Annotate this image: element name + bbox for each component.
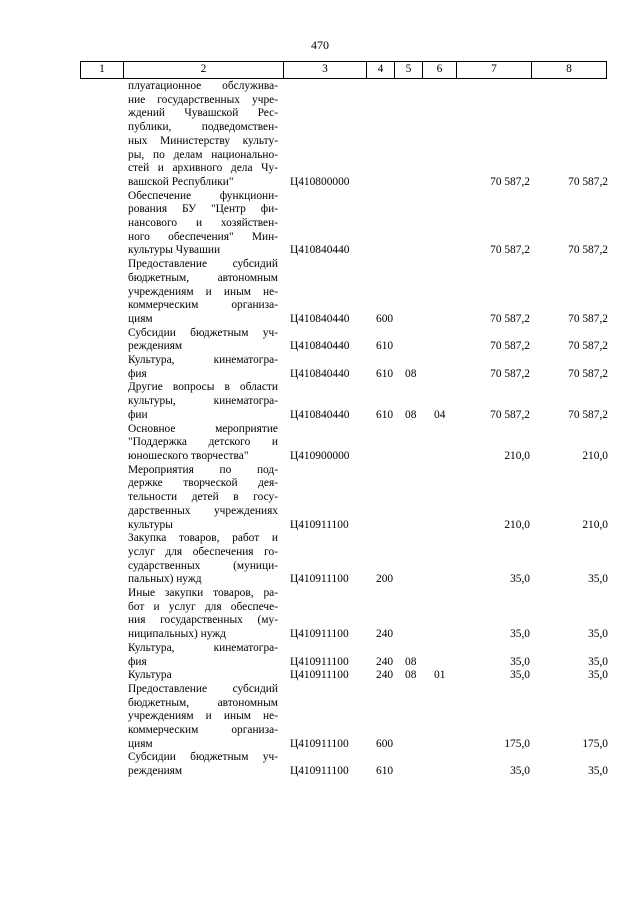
row-name-line: тельности детей в госу-: [128, 491, 278, 504]
cell-expense-type: 240: [376, 655, 394, 668]
table-row: [0, 258, 640, 327]
cell-amount-col7: 70 587,2: [490, 367, 530, 380]
row-name: [128, 464, 278, 533]
cell-subsection: 01: [434, 669, 446, 682]
row-name: [128, 683, 278, 752]
cell-target-article: Ц410840440: [290, 312, 350, 325]
row-name-line: циям: [128, 737, 153, 750]
row-name-line: бюджетным, автономным: [128, 271, 278, 284]
row-name-line: Предоставление субсидий: [128, 682, 278, 695]
cell-amount-col8: 70 587,2: [568, 367, 608, 380]
cell-expense-type: 610: [376, 765, 394, 778]
cell-amount-col8: 35,0: [588, 628, 608, 641]
row-name: [128, 80, 278, 190]
header-col-6: 6: [422, 62, 456, 78]
cell-amount-col7: 35,0: [510, 573, 530, 586]
cell-amount-col7: 35,0: [510, 628, 530, 641]
cell-target-article: Ц410911100: [290, 518, 349, 531]
cell-amount-col7: 70 587,2: [490, 408, 530, 421]
row-name-line: ных Министерству культу-: [128, 134, 278, 147]
cell-target-article: Ц410911100: [290, 628, 349, 641]
row-name-line: фия: [128, 655, 147, 668]
row-name-line: Предоставление субсидий: [128, 258, 278, 271]
row-name-line: ры, по делам национально-: [128, 148, 278, 161]
row-name-line: публики, подведомствен-: [128, 121, 278, 134]
row-name-line: сударственных (муници-: [128, 559, 278, 572]
row-name-line: бюджетным, автономным: [128, 696, 278, 709]
row-name: [128, 423, 278, 464]
cell-expense-type: 240: [376, 669, 394, 682]
header-col-8: 8: [531, 62, 607, 78]
table-row: [0, 587, 640, 642]
header-col-2: 2: [123, 62, 283, 78]
row-name-line: фия: [128, 367, 147, 380]
table-row: [0, 751, 640, 778]
row-name-line: культуры, кинематогра-: [128, 395, 278, 408]
row-name-line: Мероприятия по под-: [128, 463, 278, 476]
row-name-line: учреждениям и иным не-: [128, 285, 278, 298]
cell-amount-col7: 70 587,2: [490, 340, 530, 353]
row-name-line: ниципальных) нужд: [128, 628, 226, 641]
cell-target-article: Ц410911100: [290, 669, 349, 682]
row-name-line: фии: [128, 408, 148, 421]
table-row: [0, 327, 640, 354]
table-row: [0, 354, 640, 381]
row-name-line: дарственных учреждениях: [128, 504, 278, 517]
row-name-line: рования БУ "Центр фи-: [128, 203, 278, 216]
row-name-line: стей и архивного дела Чу-: [128, 162, 278, 175]
header-col-1: 1: [80, 62, 123, 78]
row-name: [128, 532, 278, 587]
cell-amount-col8: 35,0: [588, 573, 608, 586]
cell-amount-col7: 210,0: [504, 518, 530, 531]
row-name: [128, 587, 278, 642]
cell-target-article: Ц410911100: [290, 737, 349, 750]
row-name-line: реждениям: [128, 765, 183, 778]
row-name-line: пальных) нужд: [128, 573, 202, 586]
row-name-line: юношеского творчества": [128, 449, 249, 462]
row-name: [128, 642, 278, 669]
cell-amount-col7: 70 587,2: [490, 175, 530, 188]
table-row: [0, 683, 640, 752]
table-row: [0, 532, 640, 587]
row-name-line: Обеспечение функциони-: [128, 189, 278, 202]
table-row: [0, 464, 640, 533]
row-name-line: Культура, кинематогра-: [128, 354, 278, 367]
cell-amount-col8: 35,0: [588, 765, 608, 778]
row-name-line: ния государственных (му-: [128, 614, 278, 627]
row-name-line: Закупка товаров, работ и: [128, 532, 278, 545]
row-name-line: учреждениям и иным не-: [128, 710, 278, 723]
cell-section: 08: [405, 655, 417, 668]
cell-amount-col8: 70 587,2: [568, 175, 608, 188]
cell-target-article: Ц410911100: [290, 573, 349, 586]
table-header: [80, 61, 607, 79]
cell-amount-col8: 35,0: [588, 655, 608, 668]
cell-amount-col8: 70 587,2: [568, 244, 608, 257]
table-row: [0, 423, 640, 464]
row-name-line: Культура, кинематогра-: [128, 641, 278, 654]
cell-amount-col8: 210,0: [582, 449, 608, 462]
row-name-line: ждений Чувашской Рес-: [128, 107, 278, 120]
row-name-line: Другие вопросы в области: [128, 381, 278, 394]
header-col-4: 4: [366, 62, 394, 78]
row-name-line: держке творческой дея-: [128, 477, 278, 490]
cell-target-article: Ц410800000: [290, 175, 350, 188]
row-name-line: Субсидии бюджетным уч-: [128, 326, 278, 339]
row-name-line: Иные закупки товаров, ра-: [128, 587, 278, 600]
page-number: 470: [311, 38, 329, 52]
cell-amount-col8: 70 587,2: [568, 312, 608, 325]
cell-target-article: Ц410911100: [290, 655, 349, 668]
row-name-line: вашской Республики": [128, 175, 234, 188]
row-name-line: коммерческим организа-: [128, 299, 278, 312]
cell-target-article: Ц410840440: [290, 244, 350, 257]
row-name-line: плуатационное обслужива-: [128, 80, 278, 92]
cell-amount-col7: 35,0: [510, 669, 530, 682]
cell-expense-type: 610: [376, 340, 394, 353]
cell-amount-col7: 35,0: [510, 655, 530, 668]
cell-amount-col7: 70 587,2: [490, 244, 530, 257]
row-name-line: Основное мероприятие: [128, 422, 278, 435]
cell-section: 08: [405, 408, 417, 421]
row-name: [128, 381, 278, 422]
cell-amount-col7: 175,0: [504, 737, 530, 750]
row-name: [128, 327, 278, 354]
row-name: [128, 669, 278, 683]
cell-expense-type: 610: [376, 367, 394, 380]
cell-section: 08: [405, 669, 417, 682]
cell-amount-col8: 210,0: [582, 518, 608, 531]
row-name-line: нансового и хозяйствен-: [128, 217, 278, 230]
cell-target-article: Ц410840440: [290, 340, 350, 353]
cell-amount-col8: 70 587,2: [568, 340, 608, 353]
cell-amount-col8: 175,0: [582, 737, 608, 750]
row-name: [128, 258, 278, 327]
cell-subsection: 04: [434, 408, 446, 421]
table-body: [0, 80, 640, 779]
row-name-line: Субсидии бюджетным уч-: [128, 751, 278, 764]
header-col-7: 7: [456, 62, 531, 78]
cell-target-article: Ц410900000: [290, 449, 350, 462]
table-row: [0, 80, 640, 190]
row-name-line: ние государственных учре-: [128, 93, 278, 106]
cell-target-article: Ц410840440: [290, 367, 350, 380]
row-name-line: культуры Чувашии: [128, 244, 221, 257]
cell-expense-type: 610: [376, 408, 394, 421]
cell-expense-type: 600: [376, 312, 394, 325]
table-row: [0, 669, 640, 683]
cell-amount-col8: 35,0: [588, 669, 608, 682]
cell-amount-col8: 70 587,2: [568, 408, 608, 421]
row-name-line: коммерческим организа-: [128, 724, 278, 737]
cell-expense-type: 600: [376, 737, 394, 750]
cell-target-article: Ц410911100: [290, 765, 349, 778]
row-name-line: культуры: [128, 518, 173, 531]
cell-amount-col7: 35,0: [510, 765, 530, 778]
cell-expense-type: 200: [376, 573, 394, 586]
row-name-line: услуг для обеспечения го-: [128, 545, 278, 558]
cell-target-article: Ц410840440: [290, 408, 350, 421]
row-name: [128, 751, 278, 778]
row-name-line: бот и услуг для обеспече-: [128, 600, 278, 613]
row-name-line: ного обеспечения" Мин-: [128, 230, 278, 243]
cell-expense-type: 240: [376, 628, 394, 641]
row-name-line: "Поддержка детского и: [128, 436, 278, 449]
header-col-5: 5: [394, 62, 422, 78]
table-row: [0, 381, 640, 422]
cell-amount-col7: 70 587,2: [490, 312, 530, 325]
table-row: [0, 642, 640, 669]
header-col-3: 3: [283, 62, 366, 78]
table-row: [0, 190, 640, 259]
cell-amount-col7: 210,0: [504, 449, 530, 462]
row-name-line: реждениям: [128, 340, 183, 353]
row-name-line: циям: [128, 312, 153, 325]
row-name: [128, 190, 278, 259]
row-name-line: Культура: [128, 669, 172, 682]
row-name: [128, 354, 278, 381]
cell-section: 08: [405, 367, 417, 380]
